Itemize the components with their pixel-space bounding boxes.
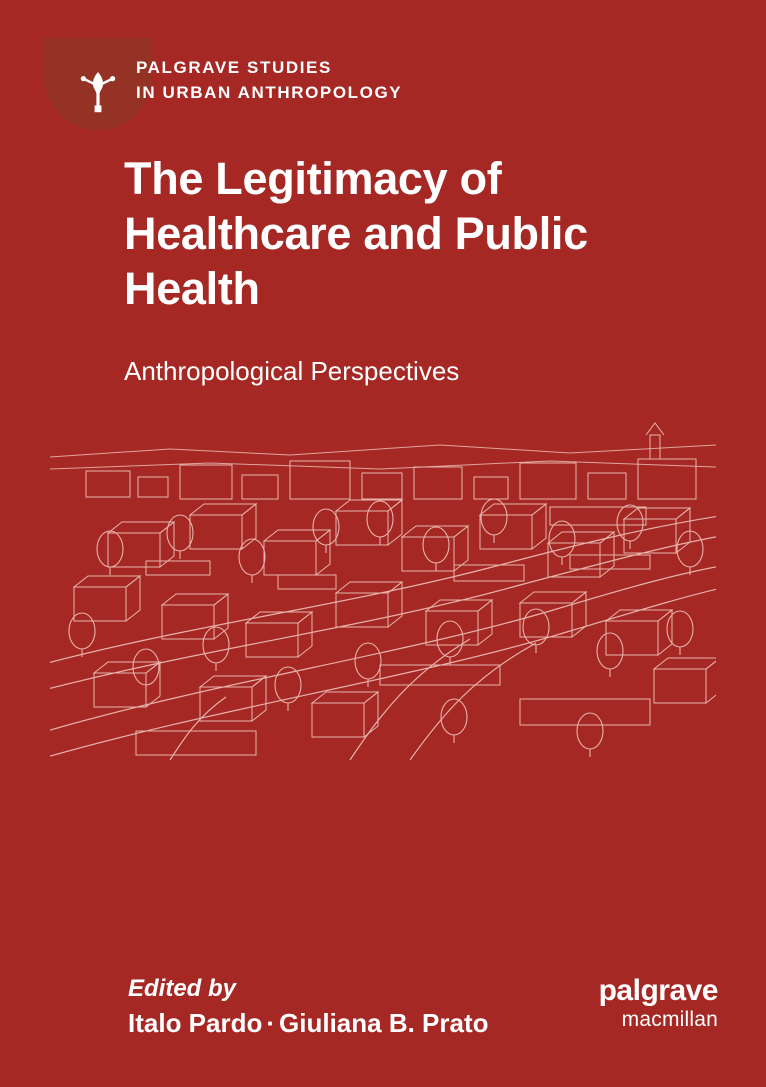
publisher-imprint: macmillan xyxy=(621,1007,718,1031)
book-title: The Legitimacy of Healthcare and Public Health xyxy=(124,153,588,314)
cover-illustration xyxy=(50,415,716,760)
palgrave-tree-icon xyxy=(75,68,121,119)
series-title-line2: IN URBAN ANTHROPOLOGY xyxy=(136,82,403,102)
edited-by-label: Edited by xyxy=(128,975,237,1002)
publisher-logo xyxy=(599,975,718,1032)
editor-name-2: Giuliana B. Prato xyxy=(279,1008,489,1038)
publisher-name: palgrave xyxy=(598,974,718,1007)
series-title-line1: PALGRAVE STUDIES xyxy=(136,58,332,77)
editor-name-1: Italo Pardo xyxy=(128,1008,263,1038)
editor-separator: · xyxy=(266,1008,276,1038)
book-subtitle: Anthropological Perspectives xyxy=(124,356,460,386)
series-title xyxy=(136,56,566,105)
editors-list xyxy=(128,1008,489,1039)
